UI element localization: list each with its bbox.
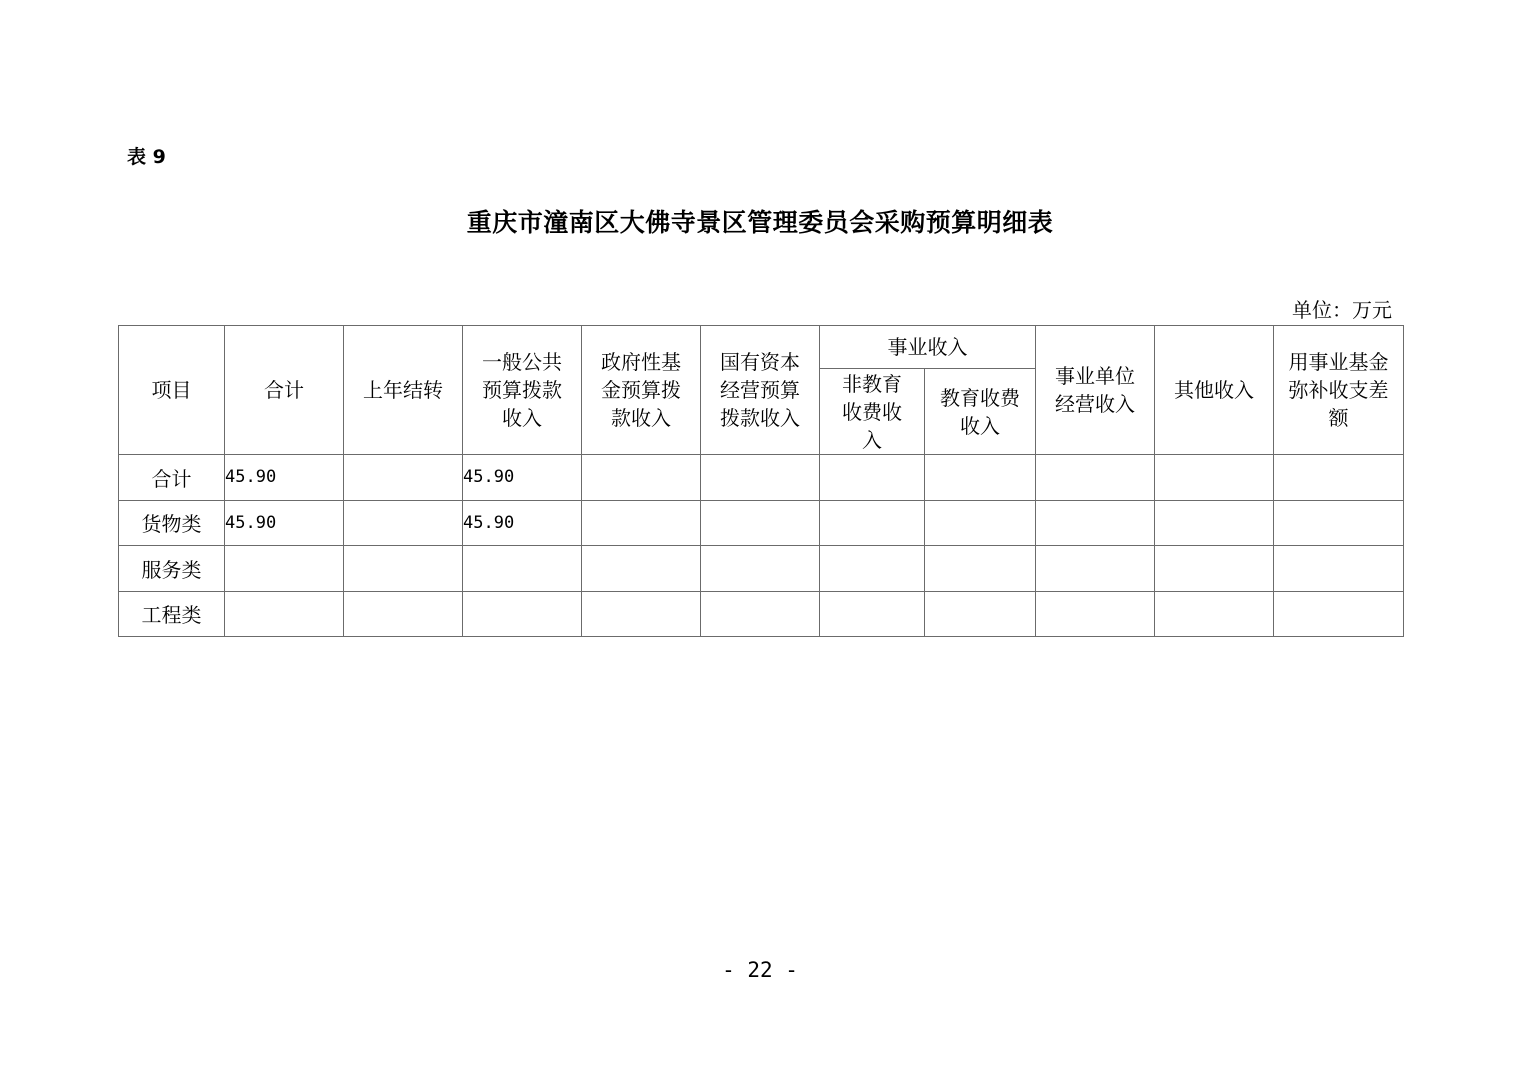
- header-general-budget: 一般公共 预算拨款 收入: [463, 326, 582, 455]
- header-undertaking-income: 事业收入: [820, 326, 1036, 369]
- table-cell: [582, 591, 701, 637]
- header-other-income: 其他收入: [1155, 326, 1274, 455]
- table-cell: [344, 500, 463, 546]
- table-body: [119, 455, 1404, 637]
- table-cell: [820, 546, 925, 592]
- table-cell: [701, 591, 820, 637]
- header-total: 合计: [225, 326, 344, 455]
- unit-label: 单位：万元: [1292, 298, 1392, 322]
- row-label: 合计: [119, 455, 225, 501]
- table-cell: 45.90: [463, 455, 582, 501]
- procurement-budget-table: [118, 325, 1404, 637]
- table-cell: [820, 591, 925, 637]
- row-label: 工程类: [119, 591, 225, 637]
- header-fund-offset: 用事业基金 弥补收支差 额: [1274, 326, 1404, 455]
- table-cell: [1036, 500, 1155, 546]
- table-cell: [225, 546, 344, 592]
- table-cell: [925, 546, 1036, 592]
- table-cell: [925, 591, 1036, 637]
- table-cell: [1036, 591, 1155, 637]
- header-item: 项目: [119, 326, 225, 455]
- table-cell: [1274, 500, 1404, 546]
- header-state-capital: 国有资本 经营预算 拨款收入: [701, 326, 820, 455]
- table-cell: [925, 500, 1036, 546]
- header-non-edu-fee: 非教育 收费收 入: [820, 369, 925, 455]
- header-carryover: 上年结转: [344, 326, 463, 455]
- table-cell: [701, 455, 820, 501]
- table-cell: [1155, 455, 1274, 501]
- header-unit-operating: 事业单位 经营收入: [1036, 326, 1155, 455]
- document-title: 重庆市潼南区大佛寺景区管理委员会采购预算明细表: [466, 208, 1054, 237]
- table-cell: [1036, 546, 1155, 592]
- table-cell: [344, 591, 463, 637]
- table-cell: [463, 591, 582, 637]
- table-cell: 45.90: [463, 500, 582, 546]
- table-cell: [344, 546, 463, 592]
- page-number: - 22 -: [722, 958, 798, 982]
- table-number-label: 表 9: [127, 146, 166, 168]
- table-cell: [701, 546, 820, 592]
- table-row: [119, 500, 1404, 546]
- table-cell: [701, 500, 820, 546]
- table-cell: [582, 546, 701, 592]
- table-cell: 45.90: [225, 455, 344, 501]
- table-cell: [1036, 455, 1155, 501]
- header-gov-fund: 政府性基 金预算拨 款收入: [582, 326, 701, 455]
- table-cell: [463, 546, 582, 592]
- table-cell: [925, 455, 1036, 501]
- table-row: [119, 546, 1404, 592]
- table-cell: [225, 591, 344, 637]
- table-cell: [1155, 591, 1274, 637]
- table-cell: [1155, 546, 1274, 592]
- row-label: 服务类: [119, 546, 225, 592]
- table-cell: [820, 500, 925, 546]
- table-cell: [582, 455, 701, 501]
- row-label: 货物类: [119, 500, 225, 546]
- table-cell: [1155, 500, 1274, 546]
- table-cell: 45.90: [225, 500, 344, 546]
- table-cell: [344, 455, 463, 501]
- header-edu-fee: 教育收费 收入: [925, 369, 1036, 455]
- table-cell: [1274, 455, 1404, 501]
- table-row: [119, 591, 1404, 637]
- table-cell: [820, 455, 925, 501]
- table-cell: [1274, 546, 1404, 592]
- table-row: [119, 455, 1404, 501]
- table-cell: [1274, 591, 1404, 637]
- table-cell: [582, 500, 701, 546]
